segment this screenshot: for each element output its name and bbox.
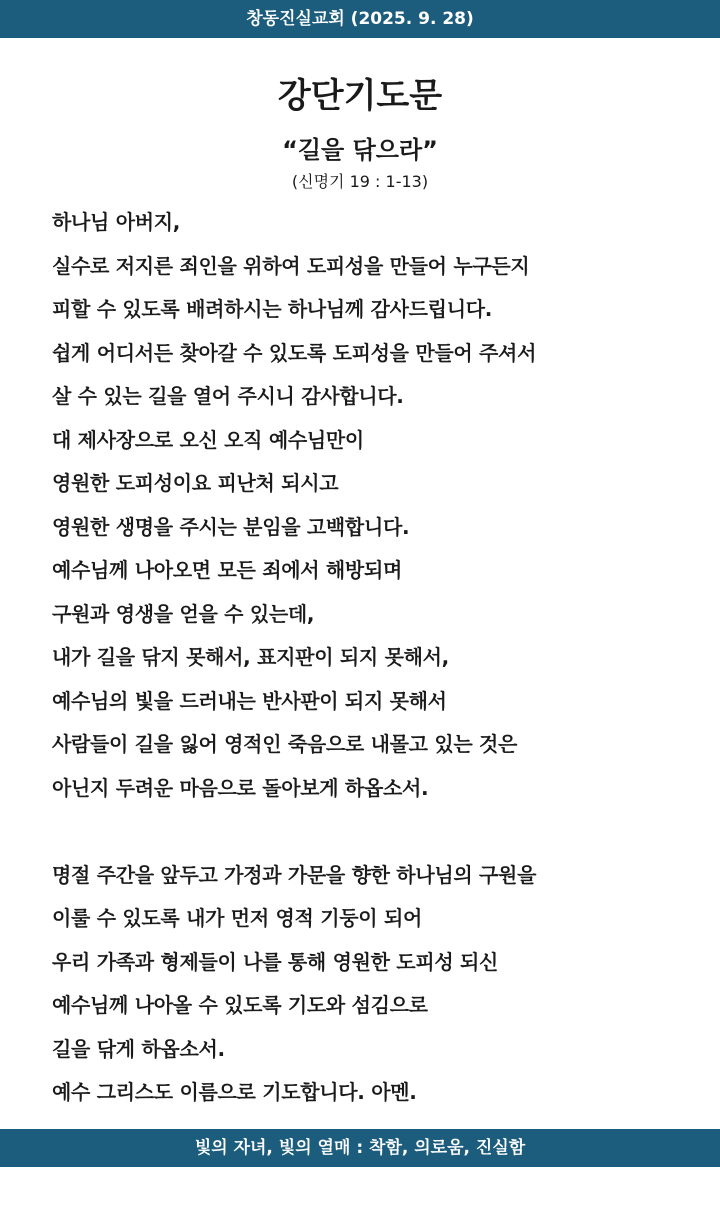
prayer-paragraph-2 <box>52 854 712 1115</box>
prayer-line: 구원과 영생을 얻을 수 있는데, <box>52 601 315 626</box>
prayer-paragraph-1 <box>52 201 712 810</box>
prayer-line: 영원한 생명을 주시는 분임을 고백합니다. <box>52 514 410 539</box>
prayer-line: 길을 닦게 하옵소서. <box>52 1036 225 1061</box>
prayer-line: 이룰 수 있도록 내가 먼저 영적 기둥이 되어 <box>52 906 422 930</box>
prayer-line: 대 제사장으로 오신 오직 예수님만이 <box>52 427 364 452</box>
header-bar <box>0 0 720 38</box>
footer-bar <box>0 1129 720 1167</box>
prayer-line: 피할 수 있도록 배려하시는 하나님께 감사드립니다. <box>52 297 493 321</box>
prayer-line: 명절 주간을 앞두고 가정과 가문을 향한 하나님의 구원을 <box>52 862 537 887</box>
prayer-line: 하나님 아버지, <box>52 210 181 234</box>
prayer-line: 예수 그리스도 이름으로 기도합니다. 아멘. <box>52 1080 417 1104</box>
page-title: 강단기도문 <box>277 76 443 116</box>
prayer-line: 살 수 있는 길을 열어 주시니 감사합니다. <box>52 384 404 408</box>
prayer-line: 예수님의 빛을 드러내는 반사판이 되지 못해서 <box>52 688 447 713</box>
prayer-line: 사람들이 길을 잃어 영적인 죽음으로 내몰고 있는 것은 <box>52 732 518 756</box>
prayer-line: 영원한 도피성이요 피난처 되시고 <box>52 471 339 495</box>
paragraph-gap <box>52 810 712 854</box>
footer-motto: 빛의 자녀, 빛의 열매 : 착함, 의로움, 진실함 <box>194 1138 526 1158</box>
prayer-line: 예수님께 나아올 수 있도록 기도와 섬김으로 <box>52 993 428 1017</box>
prayer-line: 실수로 저지른 죄인을 위하여 도피성을 만들어 누구든지 <box>52 253 530 278</box>
church-name-date: 창동진실교회 (2025. 9. 28) <box>246 9 474 29</box>
prayer-body <box>52 201 712 1115</box>
sermon-subtitle: “길을 닦으라” <box>282 136 438 164</box>
prayer-line: 우리 가족과 형제들이 나를 통해 영원한 도피성 되신 <box>52 949 499 974</box>
prayer-line: 내가 길을 닦지 못해서, 표지판이 되지 못해서, <box>52 645 449 669</box>
prayer-line: 아닌지 두려운 마음으로 돌아보게 하옵소서. <box>52 775 429 800</box>
prayer-line: 쉽게 어디서든 찾아갈 수 있도록 도피성을 만들어 주셔서 <box>52 340 537 365</box>
prayer-line: 예수님께 나아오면 모든 죄에서 해방되며 <box>52 558 402 582</box>
scripture-reference: (신명기 19 : 1-13) <box>291 172 429 191</box>
